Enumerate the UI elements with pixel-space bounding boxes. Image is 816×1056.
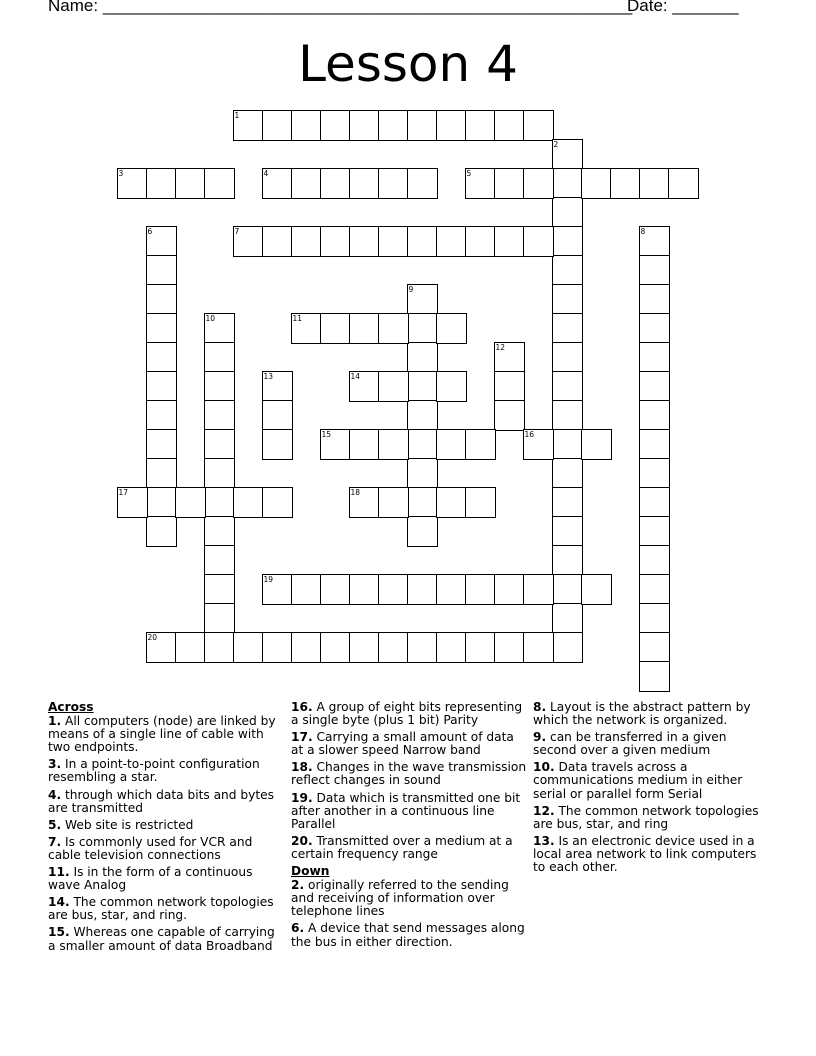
grid-cell[interactable] <box>465 110 496 141</box>
grid-cell[interactable] <box>349 371 380 402</box>
cell-number: 5 <box>466 168 472 178</box>
grid-cell[interactable] <box>407 110 438 141</box>
clue-number: 3. <box>48 757 62 772</box>
grid-cell[interactable] <box>465 487 496 518</box>
clue-across-19 <box>291 792 527 831</box>
grid-cell[interactable] <box>291 632 322 663</box>
clue-text: A device that send messages along the bus in either direction. <box>291 921 525 949</box>
grid-cell[interactable] <box>349 313 380 344</box>
cell-number: 8 <box>640 226 646 236</box>
grid-cell[interactable] <box>349 487 380 518</box>
clue-number: 15. <box>48 925 70 940</box>
grid-cell[interactable] <box>175 168 206 199</box>
clue-number: 10. <box>533 760 555 775</box>
grid-cell[interactable] <box>320 574 351 605</box>
grid-cell[interactable] <box>262 168 293 199</box>
grid-cell[interactable] <box>639 342 670 373</box>
grid-cell[interactable] <box>436 487 467 518</box>
clue-number: 5. <box>48 817 62 832</box>
clue-number: 20. <box>291 833 313 848</box>
clue-text: Data travels across a communications medium in either serial or parallel form Serial <box>533 760 743 801</box>
clue-number: 18. <box>291 760 313 775</box>
grid-cell[interactable] <box>552 197 583 228</box>
clue-across-3 <box>48 758 284 784</box>
grid-cell[interactable] <box>204 487 235 518</box>
cell-number: 14 <box>350 371 361 381</box>
grid-cell[interactable] <box>146 255 177 286</box>
clue-down-8 <box>533 701 769 727</box>
grid-cell[interactable] <box>117 168 148 199</box>
grid-cell[interactable] <box>378 632 409 663</box>
grid-cell[interactable] <box>146 371 177 402</box>
grid-cell[interactable] <box>552 545 583 576</box>
grid-cell[interactable] <box>262 400 293 431</box>
grid-cell[interactable] <box>146 284 177 315</box>
clue-across-17 <box>291 731 527 757</box>
cell-number: 9 <box>408 284 414 294</box>
grid-cell[interactable] <box>262 429 293 460</box>
cell-number: 4 <box>263 168 269 178</box>
grid-cell[interactable] <box>407 400 438 431</box>
cell-number: 1 <box>234 110 240 120</box>
cell-number: 10 <box>205 313 216 323</box>
clue-text: Changes in the wave transmission reflect changes in sound <box>291 760 527 788</box>
clue-number: 9. <box>533 730 547 745</box>
cell-number: 19 <box>263 574 274 584</box>
clue-number: 4. <box>48 787 62 802</box>
grid-cell[interactable] <box>436 371 467 402</box>
grid-cell[interactable] <box>204 545 235 576</box>
grid-cell[interactable] <box>436 110 467 141</box>
cell-number: 13 <box>263 371 274 381</box>
cell-number: 2 <box>553 139 559 149</box>
grid-cell[interactable] <box>581 429 612 460</box>
grid-cell[interactable] <box>175 487 206 518</box>
clue-text: Is an electronic device used in a local area network to link computers to each other. <box>533 833 757 875</box>
grid-cell[interactable] <box>639 313 670 344</box>
clue-down-2 <box>291 879 527 918</box>
grid-cell[interactable] <box>465 226 496 257</box>
grid-cell[interactable] <box>291 574 322 605</box>
grid-cell[interactable] <box>552 226 583 257</box>
across-heading: Across <box>48 700 94 714</box>
grid-cell[interactable] <box>552 429 583 460</box>
grid-cell[interactable] <box>639 574 670 605</box>
grid-cell[interactable] <box>291 168 322 199</box>
grid-cell[interactable] <box>349 574 380 605</box>
name-field[interactable]: Name: ________________________________________________________ <box>48 0 633 15</box>
grid-cell[interactable] <box>552 284 583 315</box>
grid-cell[interactable] <box>204 168 235 199</box>
grid-cell[interactable] <box>407 429 438 460</box>
cell-number: 7 <box>234 226 240 236</box>
grid-cell[interactable] <box>436 313 467 344</box>
grid-cell[interactable] <box>407 168 438 199</box>
grid-cell[interactable] <box>465 429 496 460</box>
grid-cell[interactable] <box>494 371 525 402</box>
page-title: Lesson 4 <box>298 35 518 93</box>
clue-number: 6. <box>291 921 305 936</box>
grid-cell[interactable] <box>494 574 525 605</box>
clue-text: Layout is the abstract pattern by which the network is organized. <box>533 700 751 728</box>
grid-cell[interactable] <box>349 429 380 460</box>
clue-text: All computers (node) are linked by means of a single line of cable with two endpoints. <box>48 714 276 755</box>
grid-cell[interactable] <box>407 371 438 402</box>
clue-number: 8. <box>533 700 547 714</box>
grid-cell[interactable] <box>494 226 525 257</box>
grid-cell[interactable] <box>204 603 235 634</box>
grid-cell[interactable] <box>291 226 322 257</box>
clue-number: 1. <box>48 714 62 729</box>
clue-number: 2. <box>291 878 305 893</box>
grid-cell[interactable] <box>204 574 235 605</box>
grid-cell[interactable] <box>436 574 467 605</box>
grid-cell[interactable] <box>436 226 467 257</box>
grid-cell[interactable] <box>494 342 525 373</box>
grid-cell[interactable] <box>262 226 293 257</box>
grid-cell[interactable] <box>378 313 409 344</box>
grid-cell[interactable] <box>552 632 583 663</box>
grid-cell[interactable] <box>523 574 554 605</box>
grid-cell[interactable] <box>262 487 293 518</box>
grid-cell[interactable] <box>233 110 264 141</box>
clue-text: originally referred to the sending and receiving of information over telephone lines <box>291 878 509 919</box>
grid-cell[interactable] <box>523 110 554 141</box>
grid-cell[interactable] <box>552 371 583 402</box>
grid-cell[interactable] <box>146 342 177 373</box>
clue-number: 11. <box>48 865 70 880</box>
grid-cell[interactable] <box>552 342 583 373</box>
grid-cell[interactable] <box>639 284 670 315</box>
grid-cell[interactable] <box>378 168 409 199</box>
clue-number: 12. <box>533 803 555 818</box>
clue-down-9 <box>533 731 769 757</box>
cell-number: 12 <box>495 342 506 352</box>
grid-cell[interactable] <box>552 487 583 518</box>
clue-number: 13. <box>533 833 555 848</box>
grid-cell[interactable] <box>407 574 438 605</box>
down-heading: Down <box>291 864 330 879</box>
grid-cell[interactable] <box>320 110 351 141</box>
grid-cell[interactable] <box>262 371 293 402</box>
grid-cell[interactable] <box>378 110 409 141</box>
grid-cell[interactable] <box>552 458 583 489</box>
grid-cell[interactable] <box>639 661 670 692</box>
grid-cell[interactable] <box>639 545 670 576</box>
grid-cell[interactable] <box>494 168 525 199</box>
grid-cell[interactable] <box>552 400 583 431</box>
grid-cell[interactable] <box>320 168 351 199</box>
clue-text: Is in the form of a continuous wave Analog <box>48 865 253 893</box>
clue-number: 7. <box>48 834 62 849</box>
grid-cell[interactable] <box>291 110 322 141</box>
grid-cell[interactable] <box>465 632 496 663</box>
clue-text: can be transferred in a given second over a given medium <box>533 730 727 758</box>
grid-cell[interactable] <box>378 487 409 518</box>
grid-cell[interactable] <box>320 226 351 257</box>
clue-text: In a point-to-point configuration resembling a star. <box>48 757 260 785</box>
grid-cell[interactable] <box>146 429 177 460</box>
clue-across-20 <box>291 835 527 861</box>
grid-cell[interactable] <box>262 110 293 141</box>
clue-across-7 <box>48 836 284 862</box>
grid-cell[interactable] <box>204 371 235 402</box>
clue-text: A group of eight bits representing a single byte (plus 1 bit) Parity <box>291 700 523 728</box>
clue-text: Transmitted over a medium at a certain frequency range <box>291 833 513 861</box>
grid-cell[interactable] <box>639 255 670 286</box>
grid-cell[interactable] <box>407 342 438 373</box>
clue-text: The common network topologies are bus, star, and ring <box>533 803 759 831</box>
clue-text: through which data bits and bytes are transmitted <box>48 787 274 815</box>
grid-cell[interactable] <box>465 574 496 605</box>
grid-cell[interactable] <box>146 226 177 257</box>
grid-cell[interactable] <box>146 516 177 547</box>
grid-cell[interactable] <box>581 168 612 199</box>
clue-number: 17. <box>291 730 313 745</box>
date-field[interactable]: Date: _______ <box>627 0 739 15</box>
grid-cell[interactable] <box>465 168 496 199</box>
clue-down-12 <box>533 805 769 831</box>
cell-number: 6 <box>147 226 153 236</box>
grid-cell[interactable] <box>407 487 438 518</box>
grid-cell[interactable] <box>639 168 670 199</box>
grid-cell[interactable] <box>494 400 525 431</box>
grid-cell[interactable] <box>233 487 264 518</box>
grid-cell[interactable] <box>494 632 525 663</box>
grid-cell[interactable] <box>552 139 583 170</box>
grid-cell[interactable] <box>436 429 467 460</box>
grid-cell[interactable] <box>407 313 438 344</box>
grid-cell[interactable] <box>552 168 583 199</box>
cell-number: 15 <box>321 429 332 439</box>
grid-cell[interactable] <box>146 458 177 489</box>
grid-cell[interactable] <box>407 516 438 547</box>
grid-cell[interactable] <box>146 632 177 663</box>
grid-cell[interactable] <box>349 632 380 663</box>
clue-across-15 <box>48 926 284 952</box>
clue-down-13 <box>533 835 769 874</box>
grid-cell[interactable] <box>552 574 583 605</box>
grid-cell[interactable] <box>349 110 380 141</box>
clue-number: 19. <box>291 790 313 805</box>
cell-number: 18 <box>350 487 361 497</box>
grid-cell[interactable] <box>117 487 148 518</box>
grid-cell[interactable] <box>146 400 177 431</box>
clue-text: The common network topologies are bus, star, and ring. <box>48 895 274 923</box>
grid-cell[interactable] <box>204 313 235 344</box>
grid-cell[interactable] <box>204 429 235 460</box>
clue-across-1 <box>48 715 284 754</box>
cell-number: 11 <box>292 313 303 323</box>
clue-across-16 <box>291 701 527 727</box>
grid-cell[interactable] <box>262 632 293 663</box>
grid-cell[interactable] <box>639 632 670 663</box>
clue-text: Carrying a small amount of data at a slower speed Narrow band <box>291 730 514 758</box>
grid-cell[interactable] <box>581 574 612 605</box>
grid-cell[interactable] <box>233 226 264 257</box>
grid-cell[interactable] <box>523 226 554 257</box>
grid-cell[interactable] <box>378 429 409 460</box>
clues-column-1 <box>48 701 284 957</box>
clue-text: Is commonly used for VCR and cable television connections <box>48 834 253 862</box>
grid-cell[interactable] <box>494 110 525 141</box>
grid-cell[interactable] <box>436 632 467 663</box>
grid-cell[interactable] <box>610 168 641 199</box>
cell-number: 16 <box>524 429 535 439</box>
grid-cell[interactable] <box>639 487 670 518</box>
clue-text: Web site is restricted <box>65 817 194 832</box>
clue-down-6 <box>291 922 527 948</box>
grid-cell[interactable] <box>639 429 670 460</box>
grid-cell[interactable] <box>378 226 409 257</box>
grid-cell[interactable] <box>639 516 670 547</box>
grid-cell[interactable] <box>204 342 235 373</box>
clue-across-11 <box>48 866 284 892</box>
clue-number: 16. <box>291 700 313 714</box>
grid-cell[interactable] <box>552 313 583 344</box>
grid-cell[interactable] <box>668 168 699 199</box>
grid-cell[interactable] <box>233 632 264 663</box>
grid-cell[interactable] <box>552 255 583 286</box>
grid-cell[interactable] <box>639 603 670 634</box>
grid-cell[interactable] <box>523 168 554 199</box>
grid-cell[interactable] <box>552 603 583 634</box>
grid-cell[interactable] <box>291 313 322 344</box>
clue-across-14 <box>48 896 284 922</box>
clue-across-4 <box>48 789 284 815</box>
clue-text: Data which is transmitted one bit after another in a continuous line Parallel <box>291 790 521 831</box>
clue-down-10 <box>533 761 769 800</box>
grid-cell[interactable] <box>523 429 554 460</box>
cell-number: 17 <box>118 487 129 497</box>
grid-cell[interactable] <box>639 400 670 431</box>
grid-cell[interactable] <box>146 168 177 199</box>
clue-number: 14. <box>48 895 70 910</box>
grid-cell[interactable] <box>407 458 438 489</box>
clue-across-5 <box>48 819 284 832</box>
clue-text: Whereas one capable of carrying a smaller amount of data Broadband <box>48 925 275 953</box>
grid-cell[interactable] <box>407 226 438 257</box>
grid-cell[interactable] <box>639 226 670 257</box>
grid-cell[interactable] <box>204 516 235 547</box>
grid-cell[interactable] <box>349 226 380 257</box>
grid-cell[interactable] <box>204 400 235 431</box>
grid-cell[interactable] <box>639 371 670 402</box>
grid-cell[interactable] <box>407 632 438 663</box>
clues-column-2 <box>291 701 527 953</box>
clue-across-18 <box>291 761 527 787</box>
grid-cell[interactable] <box>175 632 206 663</box>
grid-cell[interactable] <box>320 429 351 460</box>
grid-cell[interactable] <box>146 487 177 518</box>
grid-cell[interactable] <box>552 516 583 547</box>
grid-cell[interactable] <box>378 371 409 402</box>
grid-cell[interactable] <box>407 284 438 315</box>
grid-cell[interactable] <box>349 168 380 199</box>
grid-cell[interactable] <box>146 313 177 344</box>
cell-number: 20 <box>147 632 158 642</box>
grid-cell[interactable] <box>523 632 554 663</box>
grid-cell[interactable] <box>204 458 235 489</box>
grid-cell[interactable] <box>204 632 235 663</box>
cell-number: 3 <box>118 168 124 178</box>
grid-cell[interactable] <box>262 574 293 605</box>
clues-column-3 <box>533 701 769 878</box>
grid-cell[interactable] <box>320 313 351 344</box>
grid-cell[interactable] <box>639 458 670 489</box>
grid-cell[interactable] <box>378 574 409 605</box>
grid-cell[interactable] <box>320 632 351 663</box>
